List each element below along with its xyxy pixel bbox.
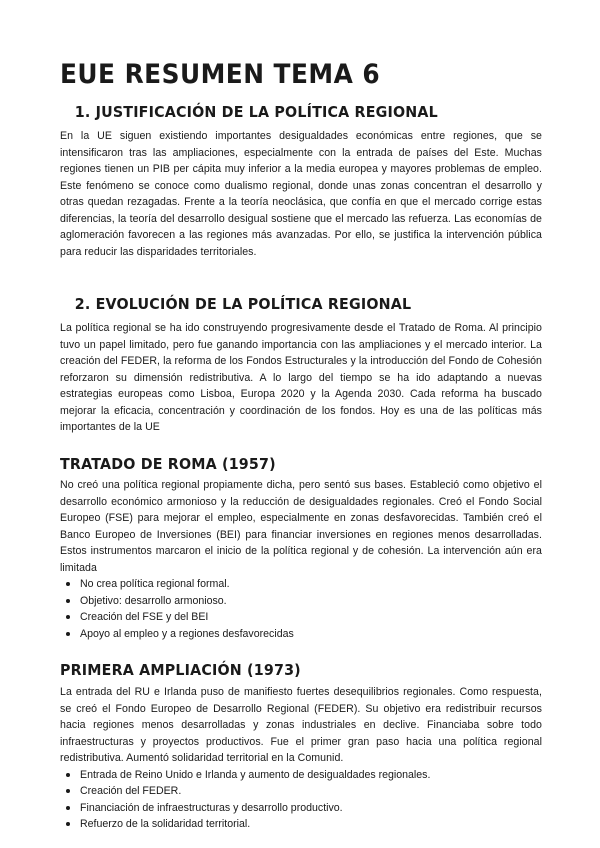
list-item: Refuerzo de la solidaridad territorial. [80, 816, 542, 833]
section-heading: PRIMERA AMPLIACIÓN (1973) [60, 661, 301, 679]
bullet-dot-icon [66, 822, 70, 826]
document-title: EUE RESUMEN TEMA 6 [60, 59, 381, 90]
list-item: Creación del FSE y del BEI [80, 609, 542, 626]
bullet-dot-icon [66, 806, 70, 810]
bullet-list [60, 576, 542, 642]
list-item: Objetivo: desarrollo armonioso. [80, 593, 542, 610]
section-primera-ampliacion [60, 660, 542, 833]
list-item: Apoyo al empleo y a regiones desfavorecidas [80, 626, 542, 643]
bullet-dot-icon [66, 615, 70, 619]
bullet-dot-icon [66, 599, 70, 603]
bullet-list [60, 767, 542, 833]
section-evolucion [60, 294, 542, 436]
section-heading: TRATADO DE ROMA (1957) [60, 455, 276, 473]
bullet-dot-icon [66, 632, 70, 636]
section-paragraph: En la UE siguen existiendo importantes desigualdades económicas entre regiones, que se intensificaron tras las ampliaciones, especialmente con la entrada de países del Este. Muchas regiones tienen un PIB per cápita muy inferior a la media europea y mayores problemas de empleo. Este fenómeno se conoce como dualismo regional, donde unas zonas concentran el desarrollo y otras quedan rezagadas. Frente a la teoría neoclásica, que confía en que el mercado corrige estas diferencias, la teoría del desarrollo desigual sostiene que el mercado las refuerza. Las economías de aglomeración favorecen a las regiones más avanzadas. Por ello, se justifica la intervención pública para reducir las disparidades territoriales. [60, 130, 542, 258]
list-item: Entrada de Reino Unido e Irlanda y aumento de desigualdades regionales. [80, 767, 542, 784]
list-item: No crea política regional formal. [80, 576, 542, 593]
bullet-dot-icon [66, 582, 70, 586]
bullet-dot-icon [66, 773, 70, 777]
list-item: Creación del FEDER. [80, 783, 542, 800]
section-heading: 2. EVOLUCIÓN DE LA POLÍTICA REGIONAL [74, 295, 412, 313]
section-paragraph: La política regional se ha ido construyendo progresivamente desde el Tratado de Roma. Al principio tuvo un papel limitado, pero fue ganando importancia con las ampliaciones y el mercado interior. La creación del FEDER, la reforma de los Fondos Estructurales y la introducción del Fondo de Cohesión reforzaron su dimensión redistributiva. A lo largo del tiempo se ha ido adaptando a nuevas estrategias europeas como Lisboa, Europa 2020 y la Agenda 2030. Cada reforma ha buscado mejorar la eficacia, concentración y coordinación de los fondos. Hoy es una de las políticas más importantes de la UE [60, 322, 542, 433]
section-justificacion [60, 102, 542, 260]
list-item: Financiación de infraestructuras y desarrollo productivo. [80, 800, 542, 817]
section-tratado-roma [60, 454, 542, 642]
section-paragraph: No creó una política regional propiamente dicha, pero sentó sus bases. Estableció como objetivo el desarrollo económico armonioso y la reducción de desigualdades regionales. Creó el Fondo Social Europeo (FSE) para mejorar el empleo, especialmente en zonas desfavorecidas. También creó el Banco Europeo de Inversiones (BEI) para financiar inversiones en regiones menos desarrolladas. Estos instrumentos marcaron el inicio de la política regional y de cohesión. La intervención aún era limitada [60, 479, 542, 574]
section-paragraph: La entrada del RU e Irlanda puso de manifiesto fuertes desequilibrios regionales. Como respuesta, se creó el Fondo Europeo de Desarrollo Regional (FEDER). Su objetivo era redistribuir recursos hacia regiones menos desarrolladas y zonas industriales en declive. Financiaba sobre todo infraestructuras y proyectos productivos. Fue el primer gran paso hacia una política regional redistributiva. Aumentó solidaridad territorial en la Comunid. [60, 686, 542, 764]
bullet-dot-icon [66, 789, 70, 793]
section-heading: 1. JUSTIFICACIÓN DE LA POLÍTICA REGIONAL [74, 103, 438, 121]
